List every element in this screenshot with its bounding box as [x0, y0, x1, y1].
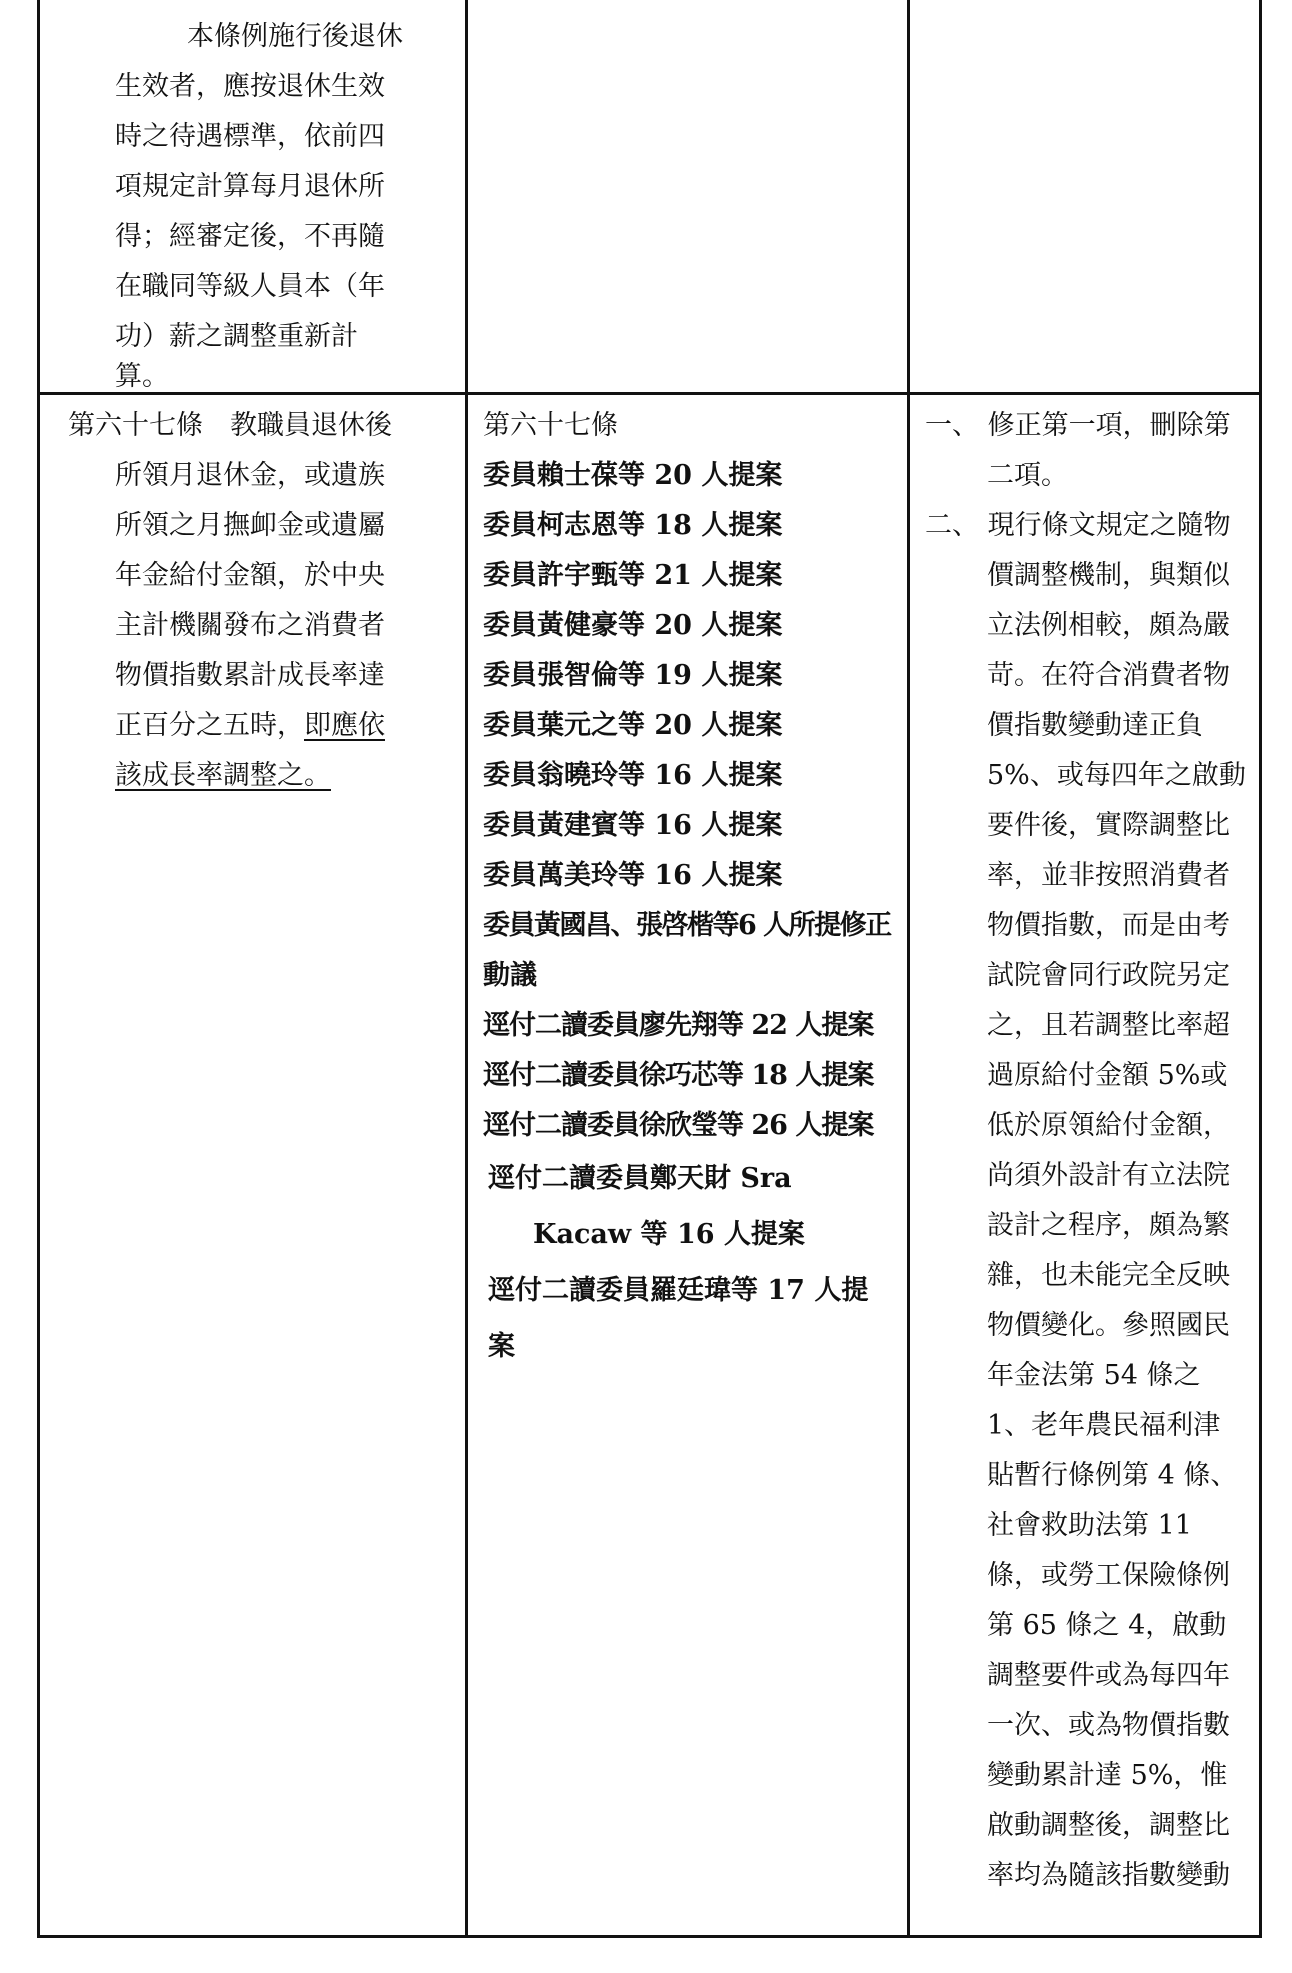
proposal-line: 動議 — [483, 960, 537, 991]
text-line: 所領月退休金，或遺族 — [115, 460, 385, 491]
proposal-line: 逕付二讀委員徐巧芯等 18 人提案 — [483, 1060, 874, 1091]
explanation-line: 率，並非按照消費者 — [987, 860, 1230, 891]
explanation-line: 變動累計達 5%，惟 — [987, 1760, 1228, 1791]
explanation-line: 調整要件或為每四年 — [987, 1660, 1230, 1691]
proposal-line: 委員萬美玲等 16 人提案 — [483, 860, 783, 891]
text-line: 主計機關發布之消費者 — [115, 610, 385, 641]
text-line — [40, 701, 465, 751]
text-line: 所領之月撫卹金或遺屬 — [115, 510, 385, 541]
text-line: 年金給付金額，於中央 — [115, 560, 385, 591]
explanation-line: 啟動調整後，調整比 — [987, 1810, 1230, 1841]
explanation-line: 試院會同行政院另定 — [987, 960, 1230, 991]
text-line: 在職同等級人員本（年 — [115, 271, 385, 302]
proposal-line: 逕付二讀委員鄭天財 Sra — [488, 1163, 792, 1194]
explanation-line: 尚須外設計有立法院 — [987, 1160, 1230, 1191]
proposal-line: 委員黃健豪等 20 人提案 — [483, 610, 783, 641]
text-line: 物價指數累計成長率達 — [115, 660, 385, 691]
explanation-line: 物價變化。參照國民 — [987, 1310, 1230, 1341]
proposal-line: 委員翁曉玲等 16 人提案 — [483, 760, 783, 791]
explanation-line: 要件後，實際調整比 — [987, 810, 1230, 841]
explanation-item-head: 一、 修正第一項，刪除第 — [925, 410, 1231, 441]
table-row-continuation — [39, 0, 1261, 394]
explanation-line: 立法例相較，頗為嚴 — [987, 610, 1230, 641]
explanation-line: 1、老年農民福利津 — [987, 1410, 1221, 1441]
text-line: 項規定計算每月退休所 — [115, 171, 385, 202]
proposal-line: Kacaw 等 16 人提案 — [533, 1219, 805, 1250]
proposal-line: 逕付二讀委員廖先翔等 22 人提案 — [483, 1010, 874, 1041]
explanation-line: 苛。在符合消費者物 — [987, 660, 1230, 691]
text-line: 時之待遇標準，依前四 — [115, 121, 385, 152]
explanation-line: 之，且若調整比率超 — [987, 1010, 1230, 1041]
explanation-item-head: 二、 現行條文規定之隨物 — [925, 510, 1231, 541]
proposal-line: 委員賴士葆等 20 人提案 — [483, 460, 783, 491]
proposal-line: 委員黃建賓等 16 人提案 — [483, 810, 783, 841]
explanation-line: 第 65 條之 4，啟動 — [987, 1610, 1227, 1641]
text-line: 生效者，應按退休生效 — [115, 71, 385, 102]
proposal-cell — [467, 394, 909, 1937]
amended-text: 即應依 — [304, 710, 385, 741]
text-line: 本條例施行後退休 — [187, 21, 403, 52]
amendment-table — [37, 0, 1262, 1938]
explanation-line: 雜，也未能完全反映 — [987, 1260, 1230, 1291]
article-heading: 第六十七條 — [483, 410, 618, 441]
explanation-line: 一次、或為物價指數 — [987, 1710, 1230, 1741]
explanation-line: 二項。 — [987, 460, 1068, 491]
proposal-cell — [467, 0, 909, 394]
proposal-line: 委員許宇甄等 21 人提案 — [483, 560, 783, 591]
article-heading: 第六十七條 教職員退休後 — [68, 410, 392, 441]
text-line — [40, 751, 465, 801]
explanation-line: 設計之程序，頗為繁 — [987, 1210, 1230, 1241]
explanation-line: 條，或勞工保險條例 — [987, 1560, 1230, 1591]
proposal-line: 逕付二讀委員羅廷瑋等 17 人提 — [488, 1275, 869, 1306]
proposal-line: 案 — [488, 1331, 515, 1362]
proposal-line: 逕付二讀委員徐欣瑩等 26 人提案 — [483, 1110, 874, 1141]
proposal-line: 委員柯志恩等 18 人提案 — [483, 510, 783, 541]
amended-text: 該成長率調整之。 — [115, 760, 331, 791]
explanation-line: 貼暫行條例第 4 條、 — [987, 1460, 1238, 1491]
proposal-line: 委員葉元之等 20 人提案 — [483, 710, 783, 741]
explanation-cell — [909, 0, 1261, 394]
explanation-line: 低於原領給付金額， — [987, 1110, 1230, 1141]
explanation-line: 過原給付金額 5%或 — [987, 1060, 1228, 1091]
explanation-line: 5%、或每四年之啟動 — [987, 760, 1246, 791]
proposal-line: 委員黃國昌、張啓楷等6 人所提修正 — [483, 910, 891, 941]
explanation-line: 價調整機制，與類似 — [987, 560, 1230, 591]
explanation-cell — [909, 394, 1261, 1937]
text-line: 功）薪之調整重新計 — [115, 321, 358, 352]
explanation-line: 物價指數，而是由考 — [987, 910, 1230, 941]
current-text-cell — [39, 0, 467, 394]
text-line: 算。 — [115, 361, 169, 392]
explanation-line: 率均為隨該指數變動 — [987, 1860, 1230, 1891]
proposal-line: 委員張智倫等 19 人提案 — [483, 660, 783, 691]
current-text-cell — [39, 394, 467, 1937]
explanation-line: 價指數變動達正負 — [987, 710, 1203, 741]
text-line: 得；經審定後，不再隨 — [115, 221, 385, 252]
explanation-line: 年金法第 54 條之 — [987, 1360, 1201, 1391]
explanation-line: 社會救助法第 11 — [987, 1510, 1192, 1541]
plain-text: 正百分之五時， — [115, 710, 304, 741]
table-row-article-67 — [39, 394, 1261, 1937]
